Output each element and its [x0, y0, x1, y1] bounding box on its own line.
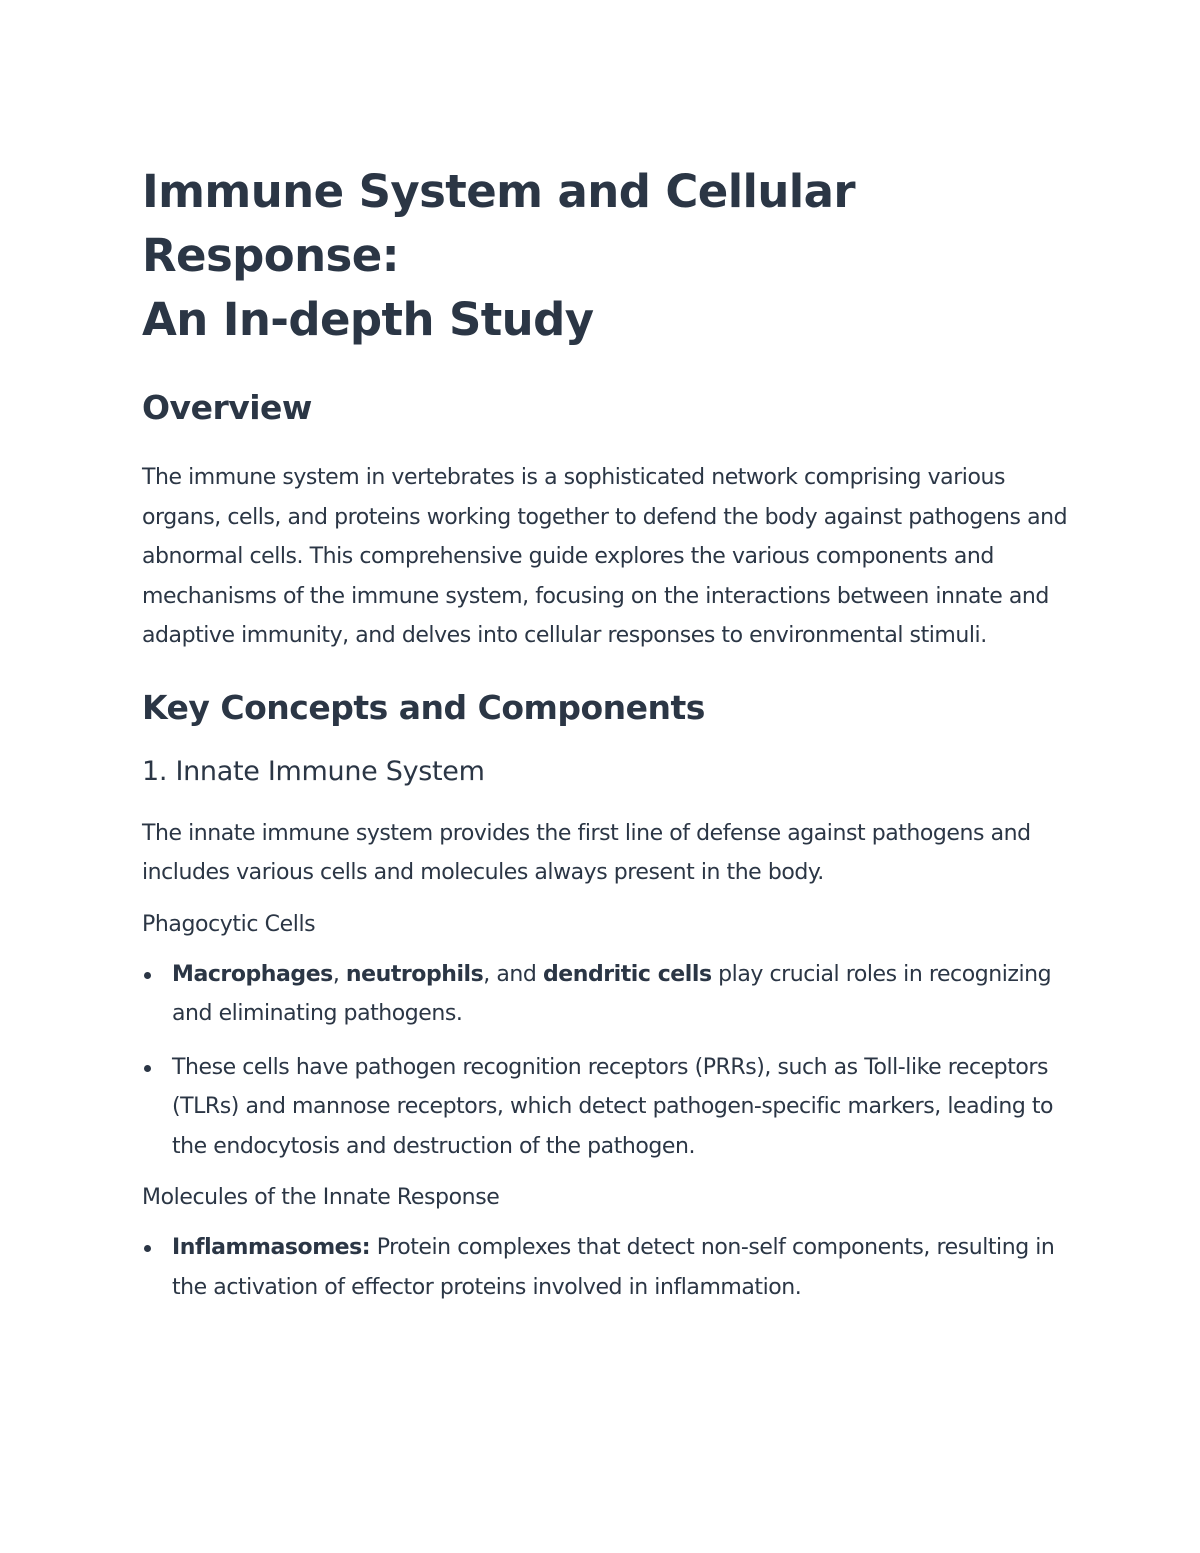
list-item	[142, 1048, 1072, 1167]
list-item-text: These cells have pathogen recognition receptors (PRRs), such as Toll-like receptors (TLRs) and mannose receptors, which detect pathogen-specific markers, leading to the endocytosis and destruction of the pathogen.	[172, 1054, 1054, 1159]
innate-immune-heading: 1. Innate Immune System	[142, 755, 485, 787]
list-item-separator: , and	[483, 961, 543, 987]
title-line-1: Immune System and Cellular Response:	[142, 165, 855, 282]
list-item-text: Protein complexes that detect non-self components, resulting in the activation of effector proteins involved in inflammation.	[172, 1235, 1055, 1300]
list-item-text: play crucial roles in recognizing and eliminating pathogens.	[172, 961, 1052, 1026]
overview-heading: Overview	[142, 388, 312, 427]
list-item	[142, 955, 1072, 1034]
document-title	[142, 160, 1072, 352]
phagocytic-cells-list	[142, 955, 1072, 1167]
list-item	[142, 1228, 1072, 1307]
overview-paragraph: The immune system in vertebrates is a sophisticated network comprising various organs, cells, and proteins working together to defend the body against pathogens and abnormal cells. This comprehensive guide explores the various components and mechanisms of the immune system, focusing on the interactions between innate and adaptive immunity, and delves into cellular responses to environmental stimuli.	[142, 465, 1068, 648]
term-neutrophils: neutrophils	[345, 961, 484, 987]
document-page	[142, 160, 1072, 1321]
list-item-separator: ,	[332, 961, 346, 987]
innate-molecules-list	[142, 1228, 1072, 1307]
key-concepts-heading: Key Concepts and Components	[142, 687, 705, 727]
term-macrophages: Macrophages	[172, 961, 333, 987]
term-dendritic-cells: dendritic cells	[542, 961, 712, 987]
term-inflammasomes: Inflammasomes:	[172, 1235, 371, 1260]
title-line-2: An In-depth Study	[142, 293, 594, 346]
innate-intro-paragraph: The innate immune system provides the first line of defense against pathogens and includes various cells and molecules always present in the body.	[142, 820, 1031, 885]
phagocytic-cells-heading: Phagocytic Cells	[142, 911, 316, 937]
innate-molecules-heading: Molecules of the Innate Response	[142, 1185, 500, 1210]
